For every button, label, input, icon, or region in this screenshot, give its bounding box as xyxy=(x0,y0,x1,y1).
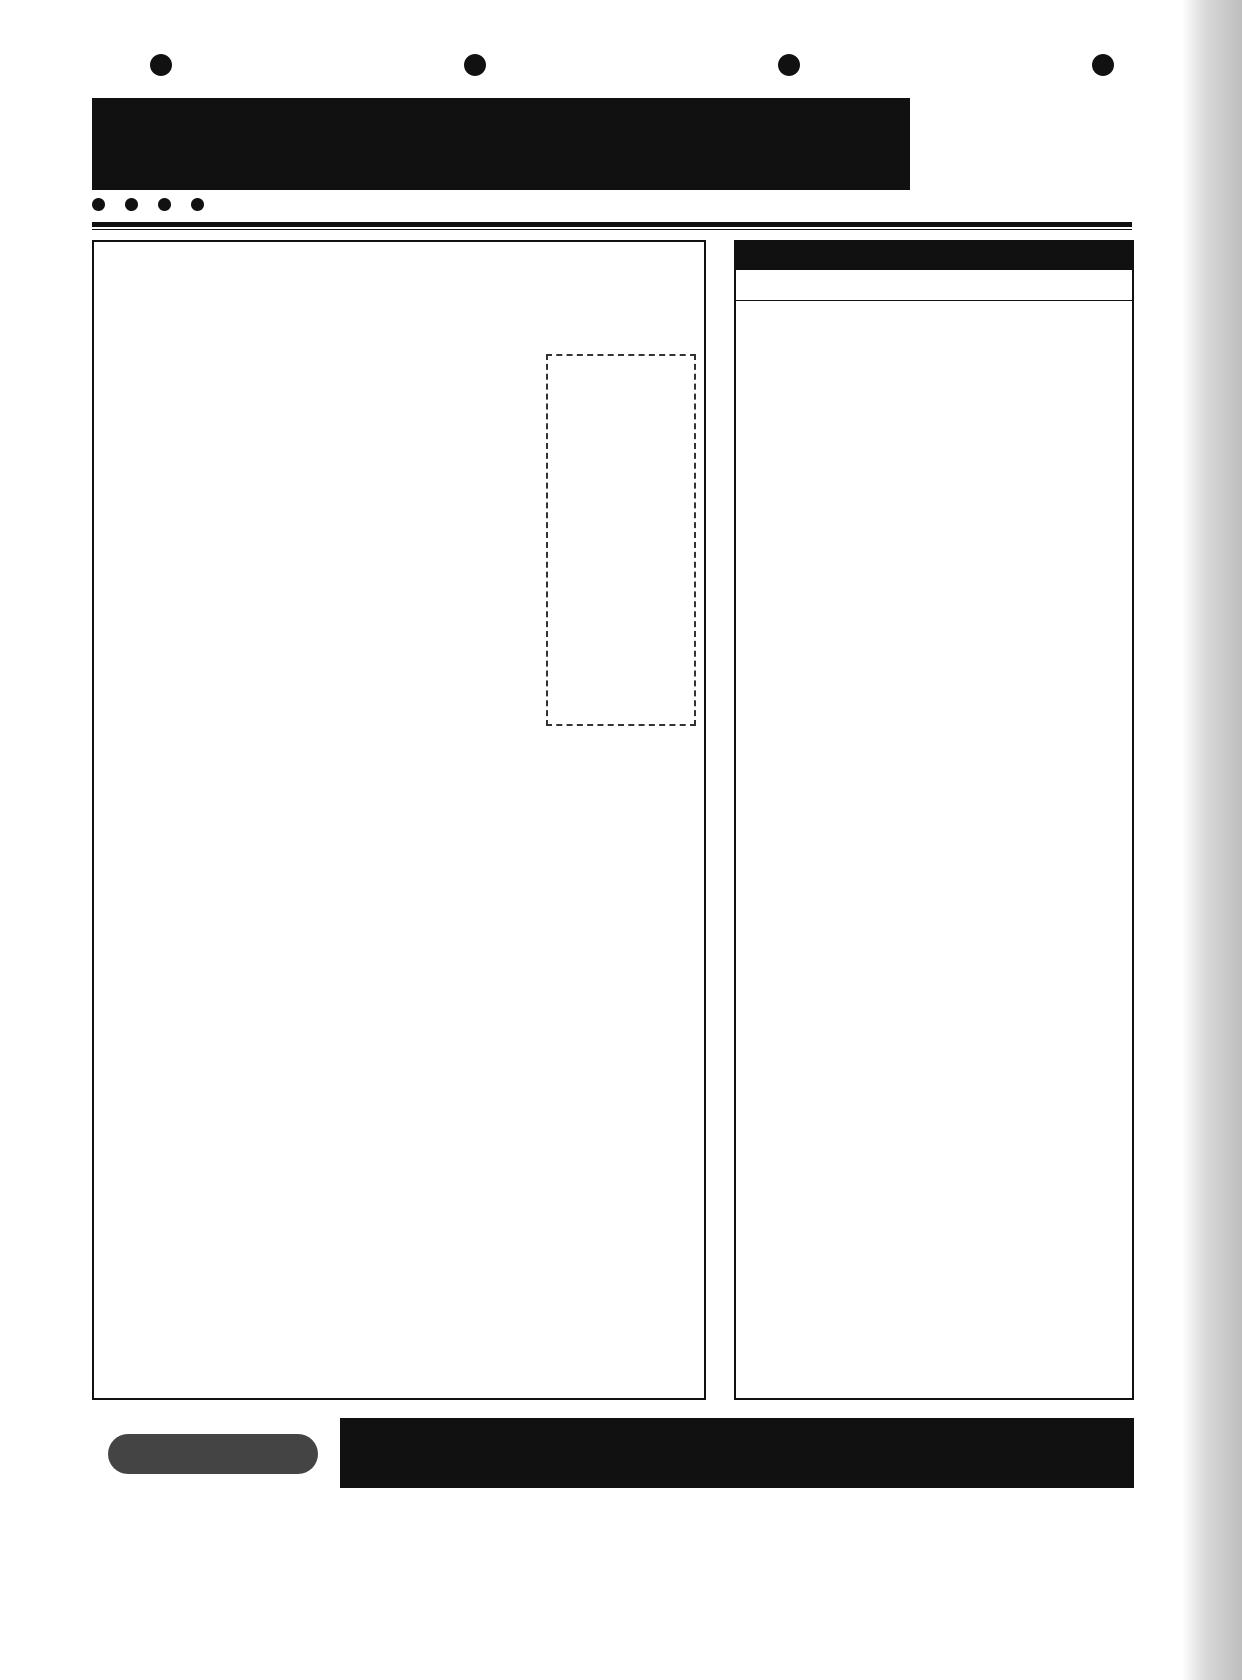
category-item xyxy=(1092,54,1130,76)
promo-item xyxy=(125,198,144,211)
site-info xyxy=(920,96,1150,108)
bullet-icon xyxy=(150,54,172,76)
category-bar xyxy=(150,40,1130,90)
banner-title xyxy=(92,98,910,190)
category-item xyxy=(464,54,502,76)
promo-bar xyxy=(92,192,1134,216)
order-badge xyxy=(108,1434,318,1474)
bullet-icon xyxy=(92,198,105,211)
left-panel xyxy=(92,240,706,1400)
promo-item xyxy=(191,198,210,211)
bullet-icon xyxy=(1092,54,1114,76)
bullet-icon xyxy=(191,198,204,211)
promo-item xyxy=(158,198,177,211)
bullet-icon xyxy=(158,198,171,211)
right-panel-title xyxy=(736,242,1132,270)
right-panel xyxy=(734,240,1134,1400)
cooperation-callout xyxy=(546,354,696,726)
order-banner xyxy=(340,1418,1134,1488)
table-header xyxy=(736,270,1132,301)
category-item xyxy=(150,54,188,76)
divider xyxy=(92,229,1132,230)
bullet-icon xyxy=(464,54,486,76)
promo-item xyxy=(92,198,111,211)
bullet-icon xyxy=(125,198,138,211)
bullet-icon xyxy=(778,54,800,76)
table-header xyxy=(106,328,564,353)
divider xyxy=(92,222,1132,227)
page-edge-shadow xyxy=(1182,0,1242,1680)
category-item xyxy=(778,54,816,76)
